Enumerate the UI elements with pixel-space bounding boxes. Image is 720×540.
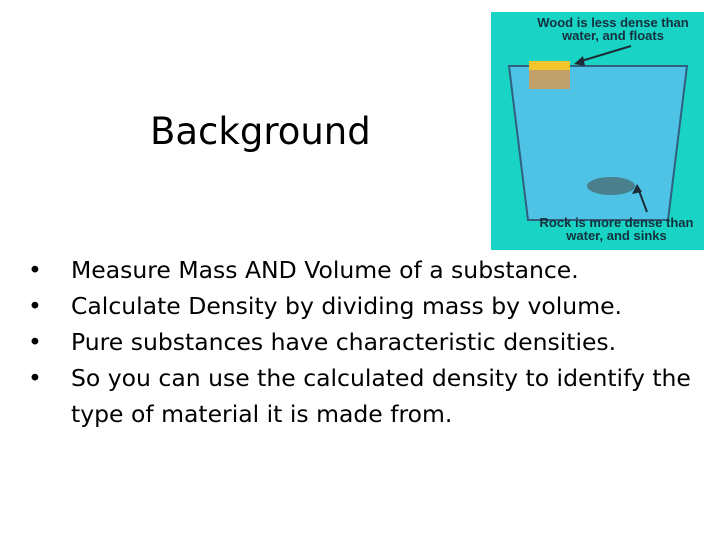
bullet-marker: •: [28, 328, 42, 356]
rock-caption: Rock is more dense than water, and sinks: [539, 215, 694, 243]
water-container: [509, 66, 687, 220]
bullet-marker: •: [28, 364, 42, 392]
bullet-item: [28, 252, 708, 288]
bullet-text: Measure Mass AND Volume of a substance.: [71, 256, 579, 284]
density-diagram: [491, 12, 704, 250]
wood-block-submerged: [529, 70, 570, 89]
bullet-text: Calculate Density by dividing mass by volume.: [71, 292, 623, 320]
bullet-marker: •: [28, 292, 42, 320]
bullet-item: [28, 360, 708, 432]
rock-icon: [587, 177, 635, 195]
wood-block-top: [529, 61, 570, 71]
bullet-item: [28, 288, 708, 324]
bullet-item: [28, 324, 708, 360]
bullet-text: Pure substances have characteristic densities.: [71, 328, 617, 356]
wood-caption: Wood is less dense than water, and floats: [537, 15, 689, 43]
bullet-marker: •: [28, 256, 42, 284]
slide-title: Background: [150, 110, 371, 153]
bullet-text: So you can use the calculated density to identify the type of material it is made from.: [71, 364, 691, 428]
bullet-list: [28, 252, 708, 432]
